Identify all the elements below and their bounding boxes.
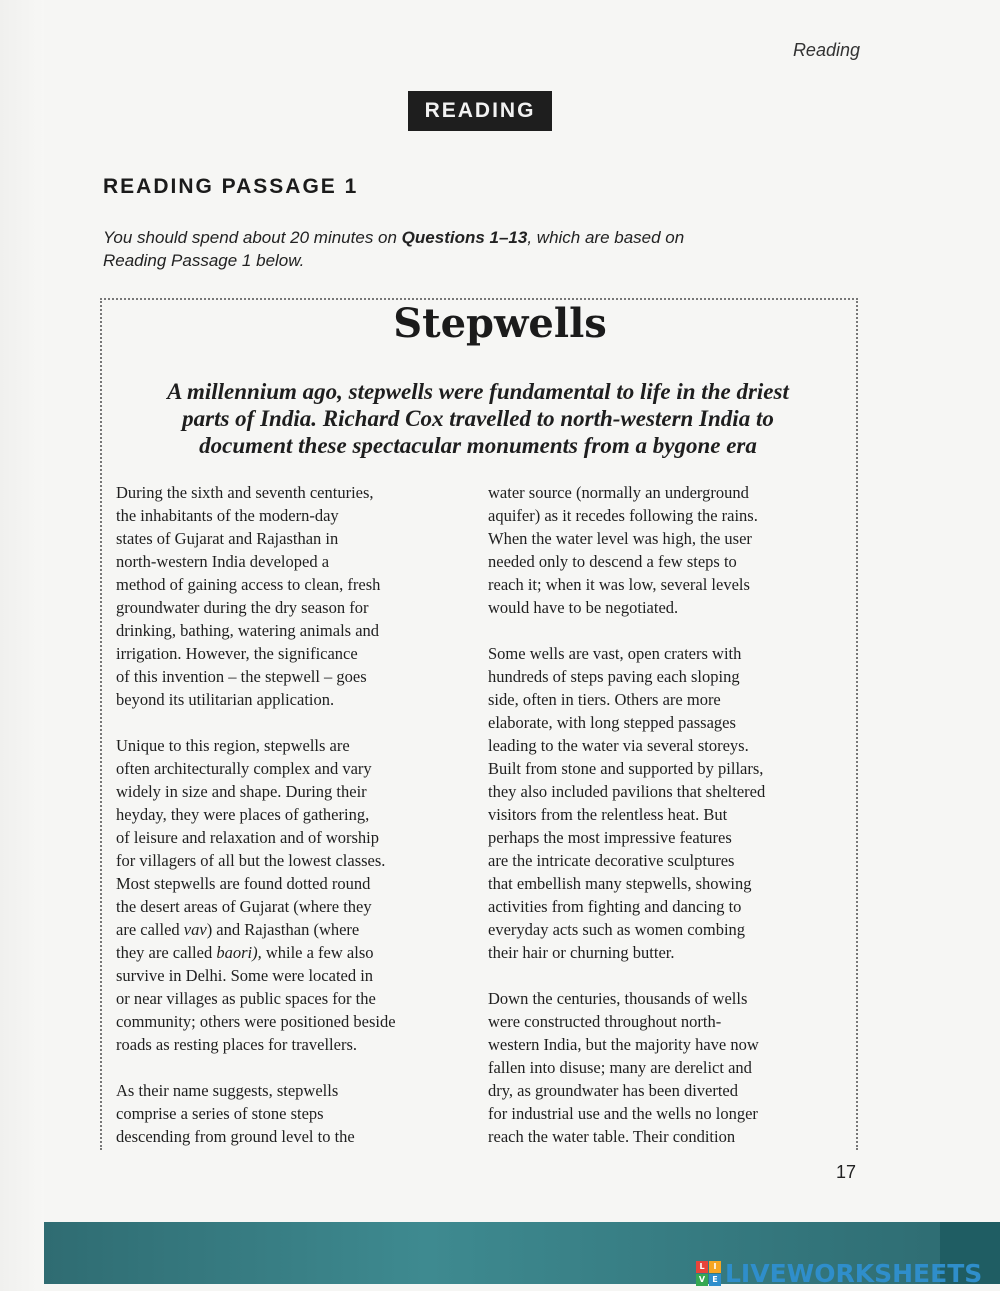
text-line: survive in Delhi. Some were located in <box>116 966 374 985</box>
text-line: they also included pavilions that sheltered <box>488 782 766 801</box>
reading-banner: READING <box>408 91 552 131</box>
text-line: community; others were positioned beside <box>116 1012 396 1031</box>
text-line: reach the water table. Their condition <box>488 1127 736 1146</box>
text-line: heyday, they were places of gathering, <box>116 805 370 824</box>
text-line: for villagers of all but the lowest classes. <box>116 851 386 870</box>
text-line: the desert areas of Gujarat (where they <box>116 897 372 916</box>
text-line: the inhabitants of the modern-day <box>116 506 339 525</box>
article-title: Stepwells <box>393 300 607 347</box>
text-line: often architecturally complex and vary <box>116 759 372 778</box>
subtitle-line: document these spectacular monuments from a bygone era <box>199 433 757 458</box>
article-right-column <box>488 481 848 1148</box>
logo-square: E <box>709 1274 721 1286</box>
text-line: reach it; when it was low, several levels <box>488 575 750 594</box>
text-line: for industrial use and the wells no longer <box>488 1104 758 1123</box>
text-line: dry, as groundwater has been diverted <box>488 1081 739 1100</box>
text-line: water source (normally an underground <box>488 483 749 502</box>
text-line: visitors from the relentless heat. But <box>488 805 728 824</box>
text-line: method of gaining access to clean, fresh <box>116 575 381 594</box>
page-edge-shadow <box>0 0 44 1291</box>
text-line: As their name suggests, stepwells <box>116 1081 339 1100</box>
text-line: that embellish many stepwells, showing <box>488 874 752 893</box>
logo-square: V <box>696 1274 708 1286</box>
text-line: aquifer) as it recedes following the rains. <box>488 506 758 525</box>
text-line: fallen into disuse; many are derelict and <box>488 1058 752 1077</box>
page-number: 17 <box>835 1162 856 1182</box>
text-line: needed only to descend a few steps to <box>488 552 737 571</box>
text-line: everyday acts such as women combing <box>488 920 746 939</box>
italic-term: vav <box>183 920 207 939</box>
subtitle-line: A millennium ago, stepwells were fundamental to life in the driest <box>167 379 789 404</box>
instructions-prefix: You should spend about 20 minutes on <box>103 228 402 247</box>
text-line: hundreds of steps paving each sloping <box>488 667 740 686</box>
section-label: Reading <box>792 40 860 60</box>
liveworksheets-watermark <box>696 1258 982 1288</box>
text-line: groundwater during the dry season for <box>116 598 369 617</box>
text-line: were constructed throughout north- <box>488 1012 722 1031</box>
italic-term: baori), <box>216 943 262 962</box>
instructions-questions: Questions 1–13 <box>401 228 528 247</box>
text-line: they are called baori), while a few also <box>116 943 374 962</box>
text-line: comprise a series of stone steps <box>116 1104 324 1123</box>
text-line: beyond its utilitarian application. <box>116 690 335 709</box>
logo-square: I <box>709 1261 721 1273</box>
text-line: leading to the water via several storeys. <box>488 736 749 755</box>
text-line: north-western India developed a <box>116 552 330 571</box>
instructions <box>103 226 823 272</box>
instructions-line-1 <box>103 226 823 249</box>
text-line: roads as resting places for travellers. <box>116 1035 357 1054</box>
text-line: Most stepwells are found dotted round <box>116 874 371 893</box>
paragraph-gap <box>116 1056 476 1079</box>
text-line: or near villages as public spaces for the <box>116 989 376 1008</box>
text-line: drinking, bathing, watering animals and <box>116 621 380 640</box>
text-line: When the water level was high, the user <box>488 529 752 548</box>
text-line: their hair or churning butter. <box>488 943 675 962</box>
text-line: During the sixth and seventh centuries, <box>116 483 374 502</box>
text-line: are called vav) and Rajasthan (where <box>116 920 360 939</box>
text-line: would have to be negotiated. <box>488 598 679 617</box>
text-line: activities from fighting and dancing to <box>488 897 742 916</box>
text-line: of this invention – the stepwell – goes <box>116 667 367 686</box>
text-line: side, often in tiers. Others are more <box>488 690 721 709</box>
subtitle-line: parts of India. Richard Cox travelled to north-western India to <box>182 406 774 431</box>
text-line: of leisure and relaxation and of worship <box>116 828 380 847</box>
watermark-text: LIVEWORKSHEETS <box>725 1258 983 1288</box>
instructions-line-2: Reading Passage 1 below. <box>103 251 305 270</box>
article-left-column <box>116 481 476 1148</box>
text-line: Built from stone and supported by pillars, <box>488 759 764 778</box>
text-line: descending from ground level to the <box>116 1127 355 1146</box>
text-line: perhaps the most impressive features <box>488 828 732 847</box>
text-line: are the intricate decorative sculptures <box>488 851 735 870</box>
text-line: Unique to this region, stepwells are <box>116 736 350 755</box>
text-line: Some wells are vast, open craters with <box>488 644 742 663</box>
text-line: Down the centuries, thousands of wells <box>488 989 748 1008</box>
logo-square: L <box>696 1261 708 1273</box>
text-line: irrigation. However, the significance <box>116 644 358 663</box>
text-line: states of Gujarat and Rajasthan in <box>116 529 339 548</box>
instructions-suffix: , which are based on <box>527 228 685 247</box>
text-line: widely in size and shape. During their <box>116 782 367 801</box>
text-line: elaborate, with long stepped passages <box>488 713 736 732</box>
text-line: western India, but the majority have now <box>488 1035 759 1054</box>
passage-heading: READING PASSAGE 1 <box>103 175 359 198</box>
paragraph-gap <box>488 964 848 987</box>
paragraph-gap <box>116 711 476 734</box>
paragraph-gap <box>488 619 848 642</box>
liveworksheets-logo-icon <box>696 1261 721 1286</box>
article-subtitle <box>110 378 846 459</box>
